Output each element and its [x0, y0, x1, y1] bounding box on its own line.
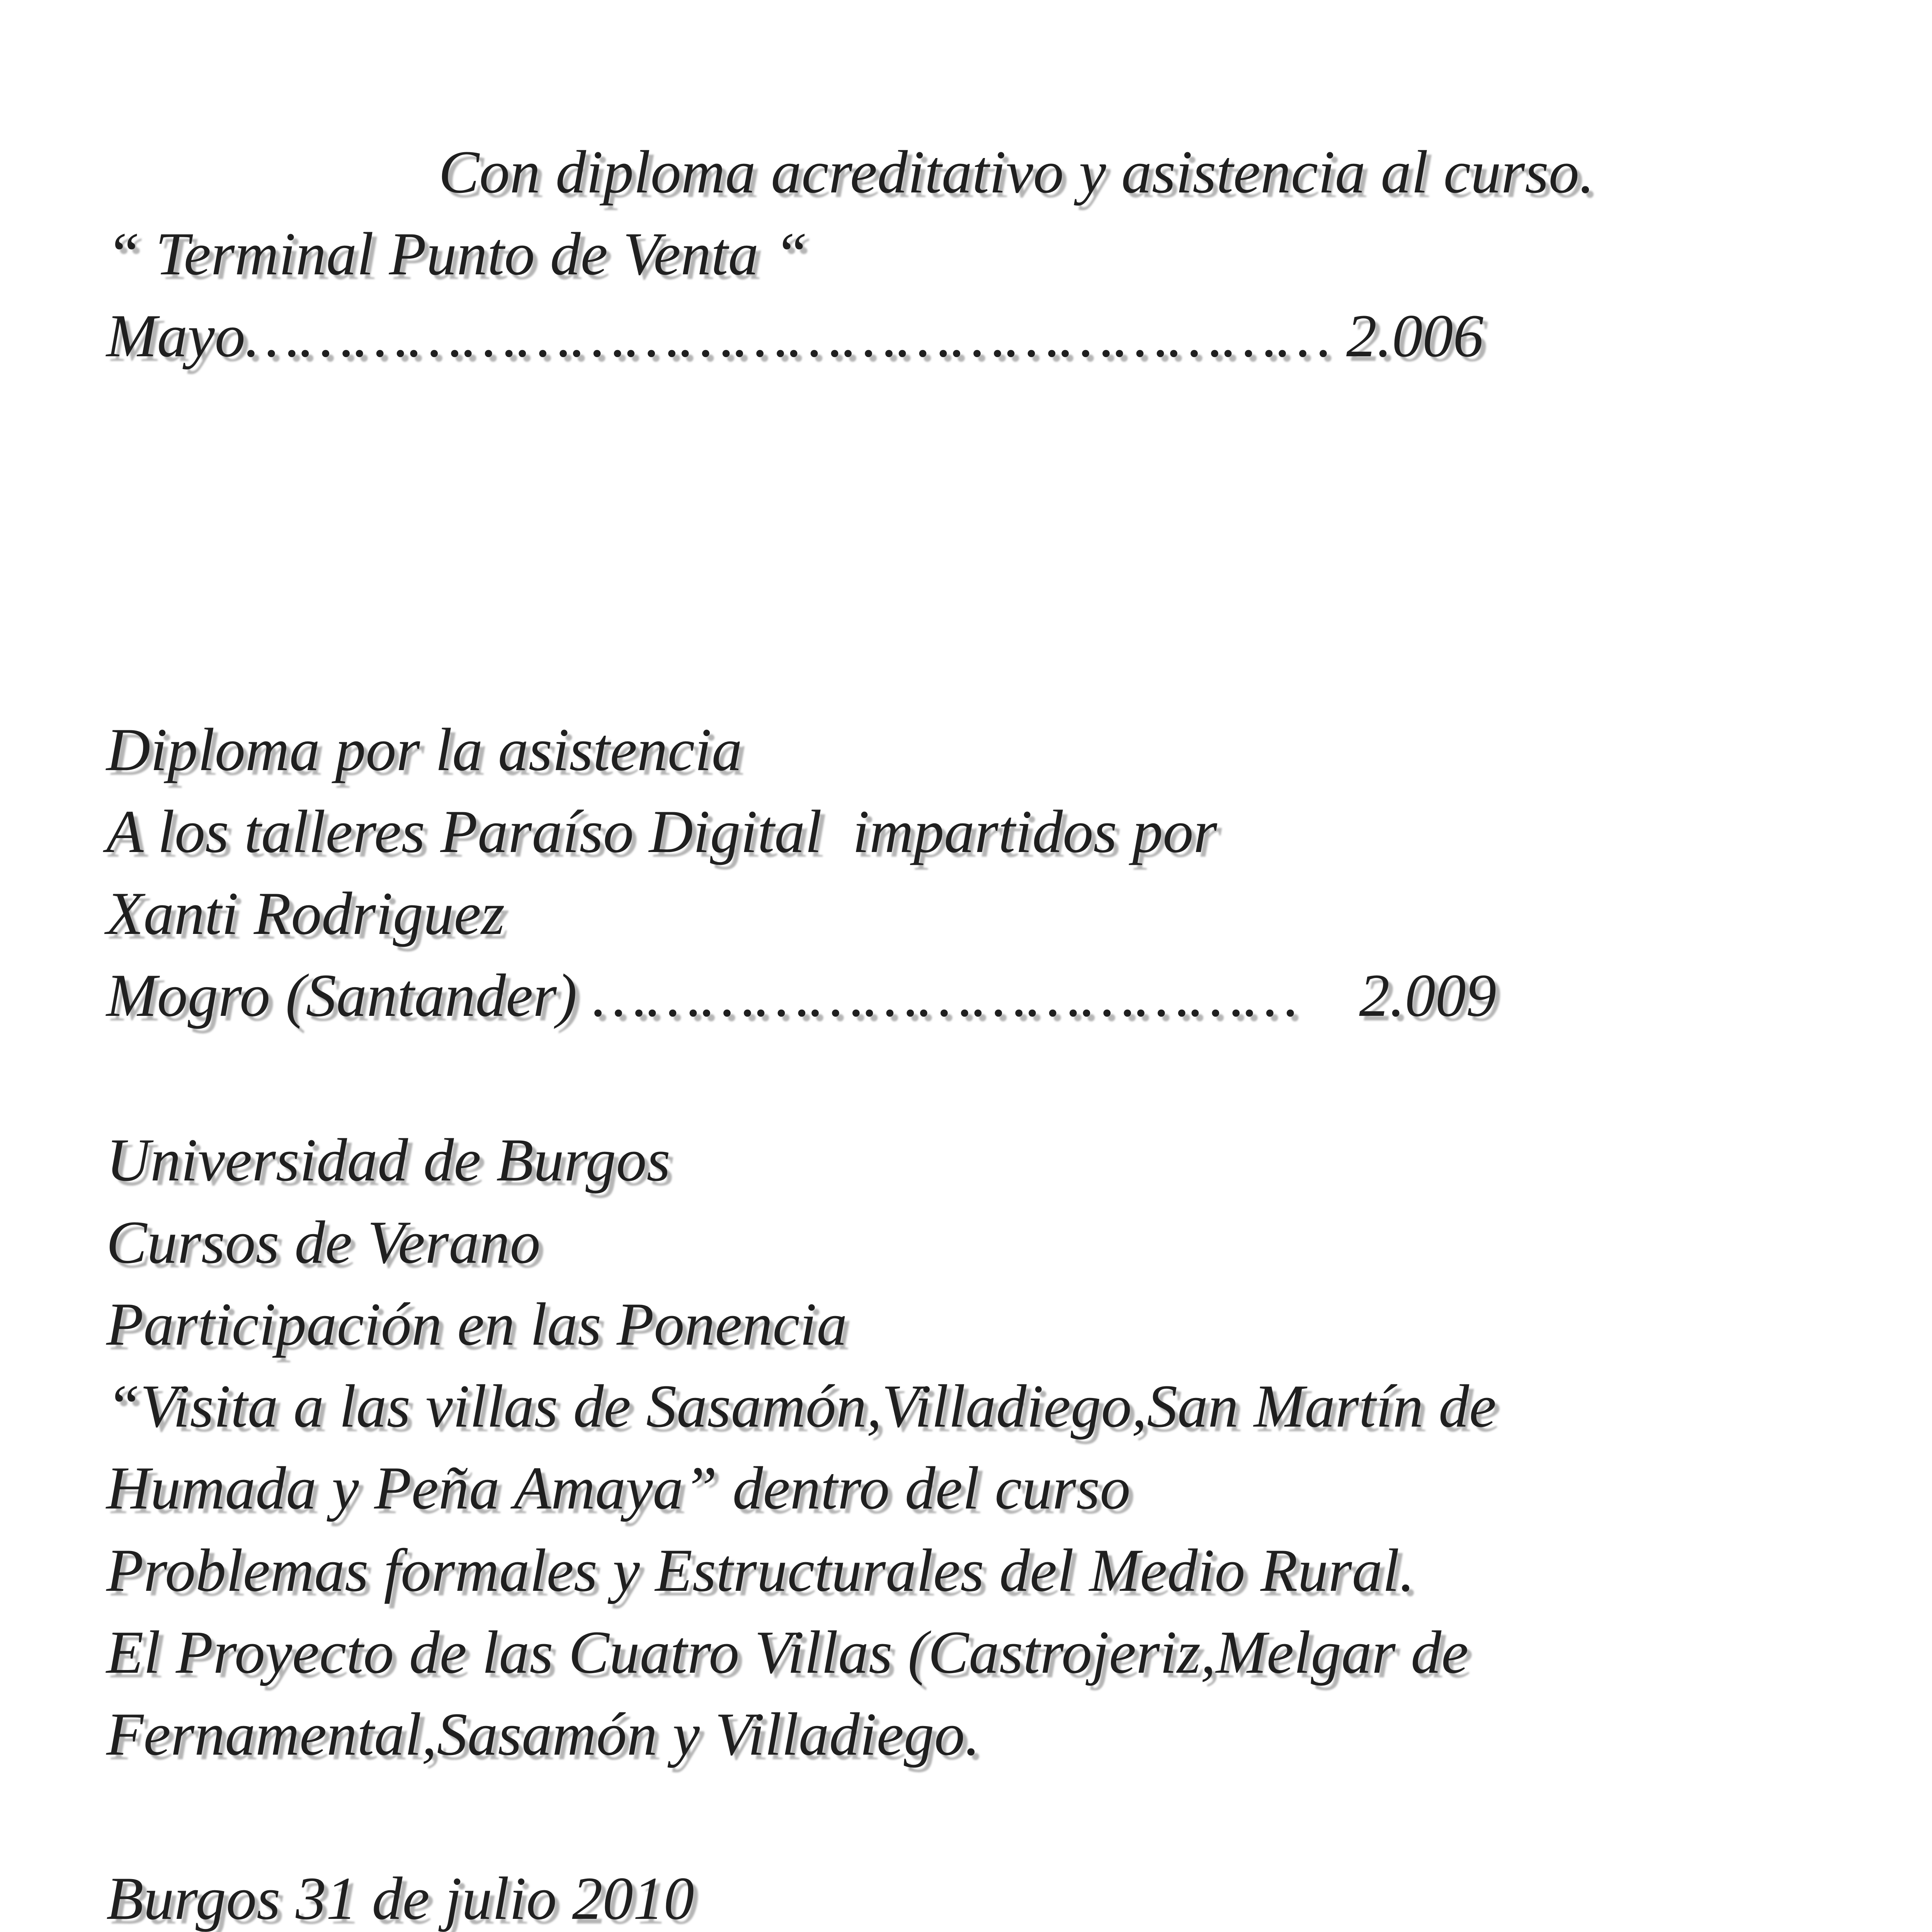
paraiso-line-3: Xanti Rodriguez — [106, 880, 505, 947]
paraiso-line-1: Diploma por la asistencia — [106, 716, 742, 784]
burgos-line-3: Participación en las Ponencia — [106, 1291, 847, 1358]
burgos-line-6: Problemas formales y Estructurales del Medio Rural. — [106, 1537, 1415, 1604]
burgos-line-2: Cursos de Verano — [106, 1209, 541, 1276]
burgos-line-4: “Visita a las villas de Sasamón,Villadiego,San Martín de — [106, 1372, 1497, 1440]
burgos-line-7: El Proyecto de las Cuatro Villas (Castrojeriz,Melgar de — [106, 1619, 1469, 1686]
paraiso-line-2: A los talleres Paraíso Digital impartidos por — [106, 798, 1217, 866]
paraiso-line-4: Mogro (Santander) ………………………………… 2.009 — [106, 962, 1497, 1029]
burgos-line-8: Fernamental,Sasamón y Villadiego. — [106, 1701, 980, 1768]
burgos-date-line: Burgos 31 de julio 2010 — [106, 1865, 694, 1932]
intro-line-1: Con diploma acreditativo y asistencia al curso. — [439, 138, 1595, 206]
intro-line-2: “ Terminal Punto de Venta “ — [106, 220, 808, 288]
intro-line-3: Mayo…………………………………………………… 2.006 — [106, 302, 1484, 370]
burgos-line-5: Humada y Peña Amaya” dentro del curso — [106, 1454, 1131, 1522]
burgos-line-1: Universidad de Burgos — [106, 1126, 670, 1194]
